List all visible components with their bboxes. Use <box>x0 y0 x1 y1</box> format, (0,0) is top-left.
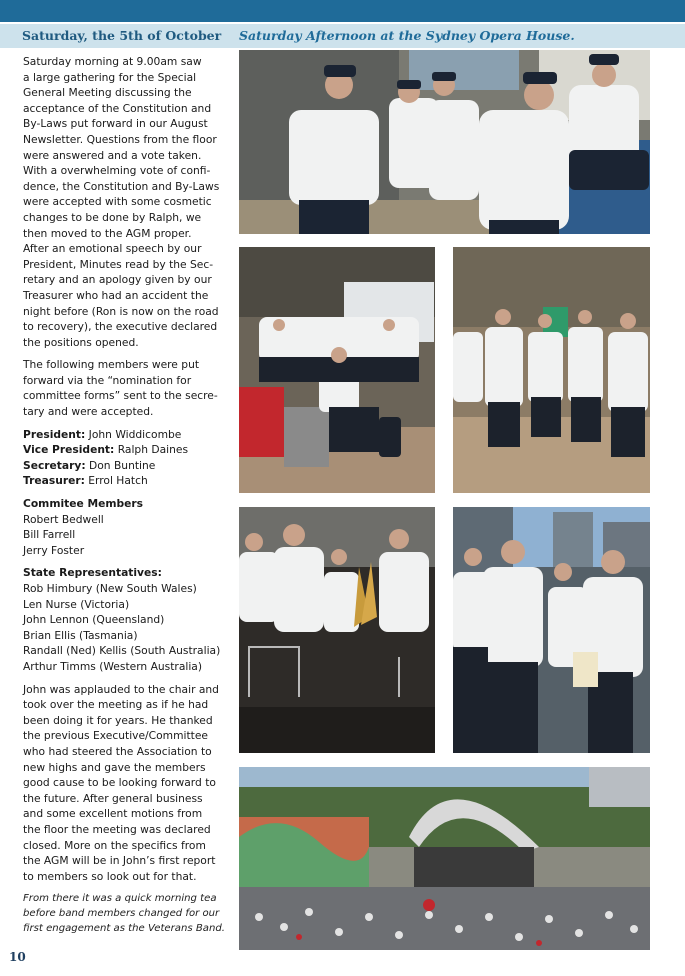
state-rep: Rob Himbury (New South Wales) <box>23 582 197 595</box>
text-line: President, Minutes read by the Sec- <box>23 257 214 271</box>
officer-role: Secretary: <box>23 458 86 472</box>
text-line: committee forms” sent to the secre- <box>23 389 218 403</box>
article-column <box>23 54 228 936</box>
text-line: acceptance of the Constitution and <box>23 101 212 115</box>
outdoor-stage-photo <box>239 767 650 950</box>
state-rep: John Lennon (Queensland) <box>23 613 165 627</box>
text-line: closed. More on the specifics from <box>23 838 206 852</box>
text-line: retary and an apology given by our <box>23 273 212 287</box>
text-line: who had steered the Association to <box>23 744 212 758</box>
officer-name: Ralph Daines <box>114 443 189 457</box>
top-color-bar <box>0 0 685 22</box>
text-line: The following members were put <box>23 358 200 372</box>
officer-role: President: <box>23 427 86 441</box>
band-saxophone-photo <box>239 507 435 753</box>
officer-secretary <box>23 458 228 474</box>
text-line: been doing it for years. He thanked <box>23 713 213 727</box>
photo-section-heading: Saturday Afternoon at the Sydney Opera House. <box>239 28 575 43</box>
text-line: to recovery), the executive declared <box>23 320 218 334</box>
committee-member: Robert Bedwell <box>23 512 104 526</box>
text-line: first engagement as the Veterans Band. <box>23 923 225 935</box>
state-rep: Brian Ellis (Tasmania) <box>23 628 138 642</box>
text-line: the floor the meeting was declared <box>23 822 211 836</box>
text-line: then moved to the AGM proper. <box>23 226 192 240</box>
text-line: tary and were accepted. <box>23 405 154 419</box>
text-line: were accepted with some cosmetic <box>23 195 212 209</box>
officer-role: Vice President: <box>23 443 115 457</box>
text-line: were answered and a vote taken. <box>23 148 202 162</box>
text-line: Saturday morning at 9.00am saw <box>23 55 202 68</box>
text-line: forward via the “nomination for <box>23 373 192 387</box>
text-line: After an emotional speech by our <box>23 242 202 256</box>
officer-name: Errol Hatch <box>84 474 148 488</box>
nomination-paragraph <box>23 357 228 419</box>
text-line: changes to be done by Ralph, we <box>23 210 202 224</box>
text-line: the previous Executive/Committee <box>23 729 208 743</box>
officer-president <box>23 427 228 443</box>
text-line: the future. After general business <box>23 791 203 805</box>
page-number: 10 <box>9 950 26 964</box>
text-line: the positions opened. <box>23 335 139 349</box>
intro-paragraph <box>23 54 228 350</box>
text-line: By-Laws put forward in our August <box>23 117 208 131</box>
state-reps-heading: State Representatives: <box>23 566 162 580</box>
left-column-heading: Saturday, the 5th of October <box>22 28 222 43</box>
text-line: and some excellent motions from <box>23 807 203 821</box>
text-line: night before (Ron is now on the road <box>23 304 219 318</box>
text-line: a large gathering for the Special <box>23 70 197 84</box>
officers-list <box>23 427 228 489</box>
officer-name: Don Buntine <box>85 458 156 472</box>
officer-role: Treasurer: <box>23 474 85 488</box>
band-clarinet-photo <box>239 50 650 234</box>
text-line: John was applauded to the chair and <box>23 682 219 696</box>
text-line: before band members changed for our <box>23 908 220 920</box>
officer-vice-president <box>23 442 228 458</box>
italic-note <box>23 891 228 936</box>
closing-paragraph <box>23 682 228 885</box>
text-line: new highs and gave the members <box>23 760 206 774</box>
state-rep: Randall (Ned) Kellis (South Australia) <box>23 644 221 658</box>
text-line: good cause to be looking forward to <box>23 776 216 790</box>
state-representatives-list <box>23 565 228 674</box>
text-line: With a overwhelming vote of confi- <box>23 164 211 178</box>
state-rep: Arthur Timms (Western Australia) <box>23 659 203 673</box>
text-line: General Meeting discussing the <box>23 86 192 100</box>
band-crowd-photo <box>453 507 650 753</box>
committee-member: Bill Farrell <box>23 528 76 542</box>
state-rep: Len Nurse (Victoria) <box>23 597 130 611</box>
text-line: From there it was a quick morning tea <box>23 893 217 905</box>
committee-heading: Commitee Members <box>23 497 143 511</box>
text-line: Newsletter. Questions from the floor <box>23 132 217 146</box>
officer-name: John Widdicombe <box>85 427 182 441</box>
text-line: the AGM will be in John’s first report <box>23 854 216 868</box>
officer-treasurer <box>23 473 228 489</box>
text-line: to members so look out for that. <box>23 869 197 883</box>
committee-member: Jerry Foster <box>23 543 85 557</box>
band-seated-photo <box>239 247 435 493</box>
committee-list <box>23 496 228 558</box>
text-line: took over the meeting as if he had <box>23 698 209 712</box>
text-line: dence, the Constitution and By-Laws <box>23 179 220 193</box>
band-standing-photo <box>453 247 650 493</box>
text-line: Treasurer who had an accident the <box>23 288 209 302</box>
